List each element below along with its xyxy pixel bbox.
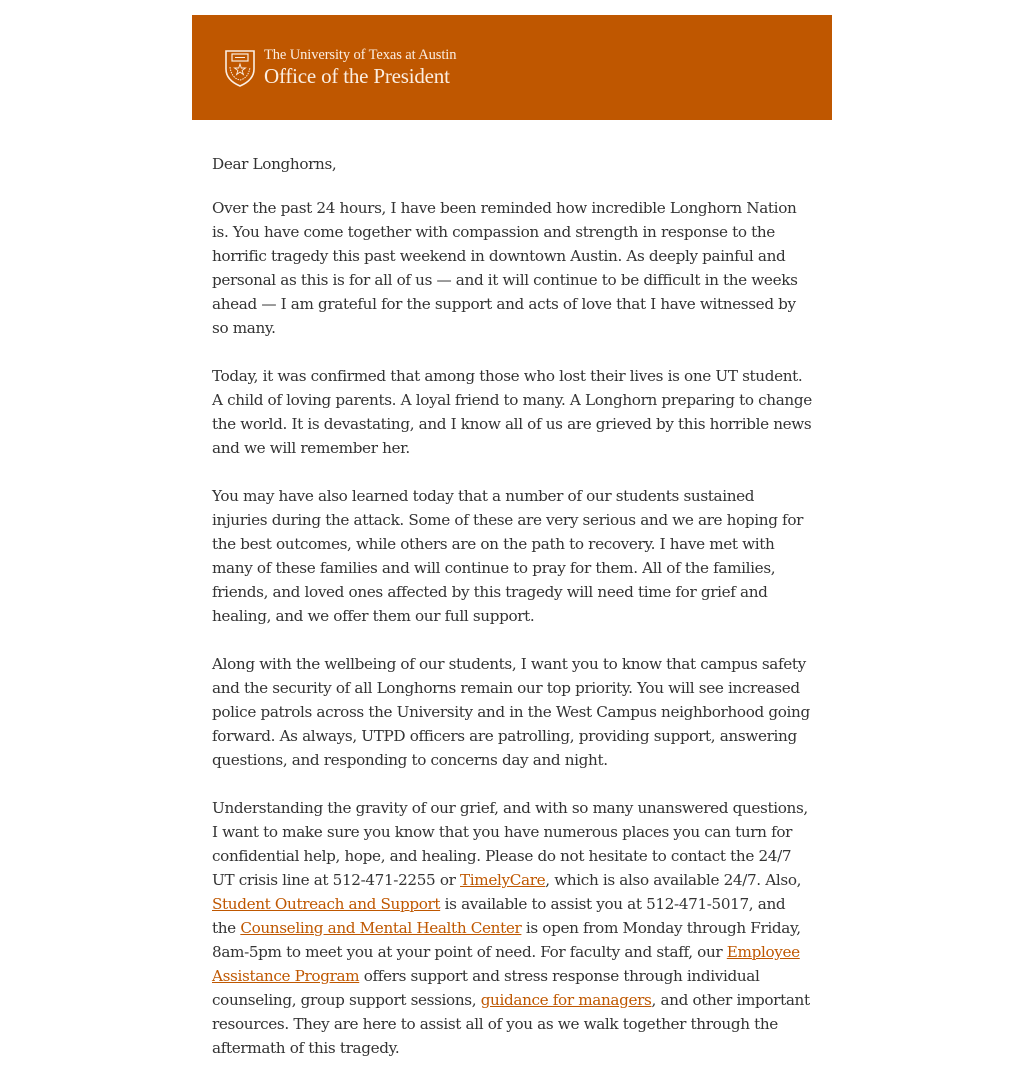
counseling-center-link[interactable]: Counseling and Mental Health Center <box>240 919 522 937</box>
employee-assistance-link[interactable]: Employee Assistance Program <box>212 943 800 985</box>
text: , which is also available 24/7. Also, <box>545 871 802 889</box>
paragraph-2: Today, it was confirmed that among those who lost their lives is one UT student. A child of loving parents. A loyal friend to many. A Longhorn preparing to change the world. It is devastating, and I know all of us are grieved by this horrible news and we will remember her. <box>212 367 812 457</box>
text: is open from Monday through Friday, 8am-5pm to meet you at your point of need. For faculty and staff, our <box>212 919 801 961</box>
text: Understanding the gravity of our grief, and with so many unanswered questions, I want to make sure you know that you have numerous places you can turn for confidential help, hope, and healing. Please do not hesitate to contact the 24/7 UT crisis line at 512-471-2255 or <box>212 799 808 889</box>
timelycare-link[interactable]: TimelyCare <box>460 871 546 889</box>
paragraph-1: Over the past 24 hours, I have been reminded how incredible Longhorn Nation is. You have come together with compassion and strength in response to the horrific tragedy this past weekend in downtown Austin. As deeply painful and personal as this is for all of us — and it will continue to be difficult in the weeks ahead — I am grateful for the support and acts of love that I have witnessed by so many. <box>212 199 798 337</box>
text: is available to assist you at 512-471-5017, and the <box>212 895 786 937</box>
letter-body <box>192 120 832 1060</box>
brand-wordmark <box>264 48 456 87</box>
ut-shield-icon <box>224 49 256 87</box>
text: offers support and stress response through individual counseling, group support sessions, <box>212 967 760 1009</box>
email-message <box>192 15 832 1084</box>
university-name: The University of Texas at Austin <box>264 47 457 64</box>
student-outreach-link[interactable]: Student Outreach and Support <box>212 895 441 913</box>
paragraph-5-resources <box>212 796 812 1060</box>
paragraph-4: Along with the wellbeing of our students, I want you to know that campus safety and the security of all Longhorns remain our top priority. You will see increased police patrols across the University and in the West Campus neighborhood going forward. As always, UTPD officers are patrolling, providing support, answering questions, and responding to concerns day and night. <box>212 655 810 769</box>
paragraph-3: You may have also learned today that a number of our students sustained injuries during the attack. Some of these are very serious and we are hoping for the best outcomes, while others are on the path to recovery. I have met with many of these families and will continue to pray for them. All of the families, friends, and loved ones affected by this tragedy will need time for grief and healing, and we offer them our full support. <box>212 487 804 625</box>
text: , and other important resources. They are here to assist all of you as we walk together through the aftermath of this tragedy. <box>212 991 810 1057</box>
office-name: Office of the President <box>264 63 450 88</box>
email-header-banner <box>192 15 832 120</box>
greeting: Dear Longhorns, <box>212 155 337 173</box>
guidance-managers-link[interactable]: guidance for managers <box>480 991 652 1009</box>
